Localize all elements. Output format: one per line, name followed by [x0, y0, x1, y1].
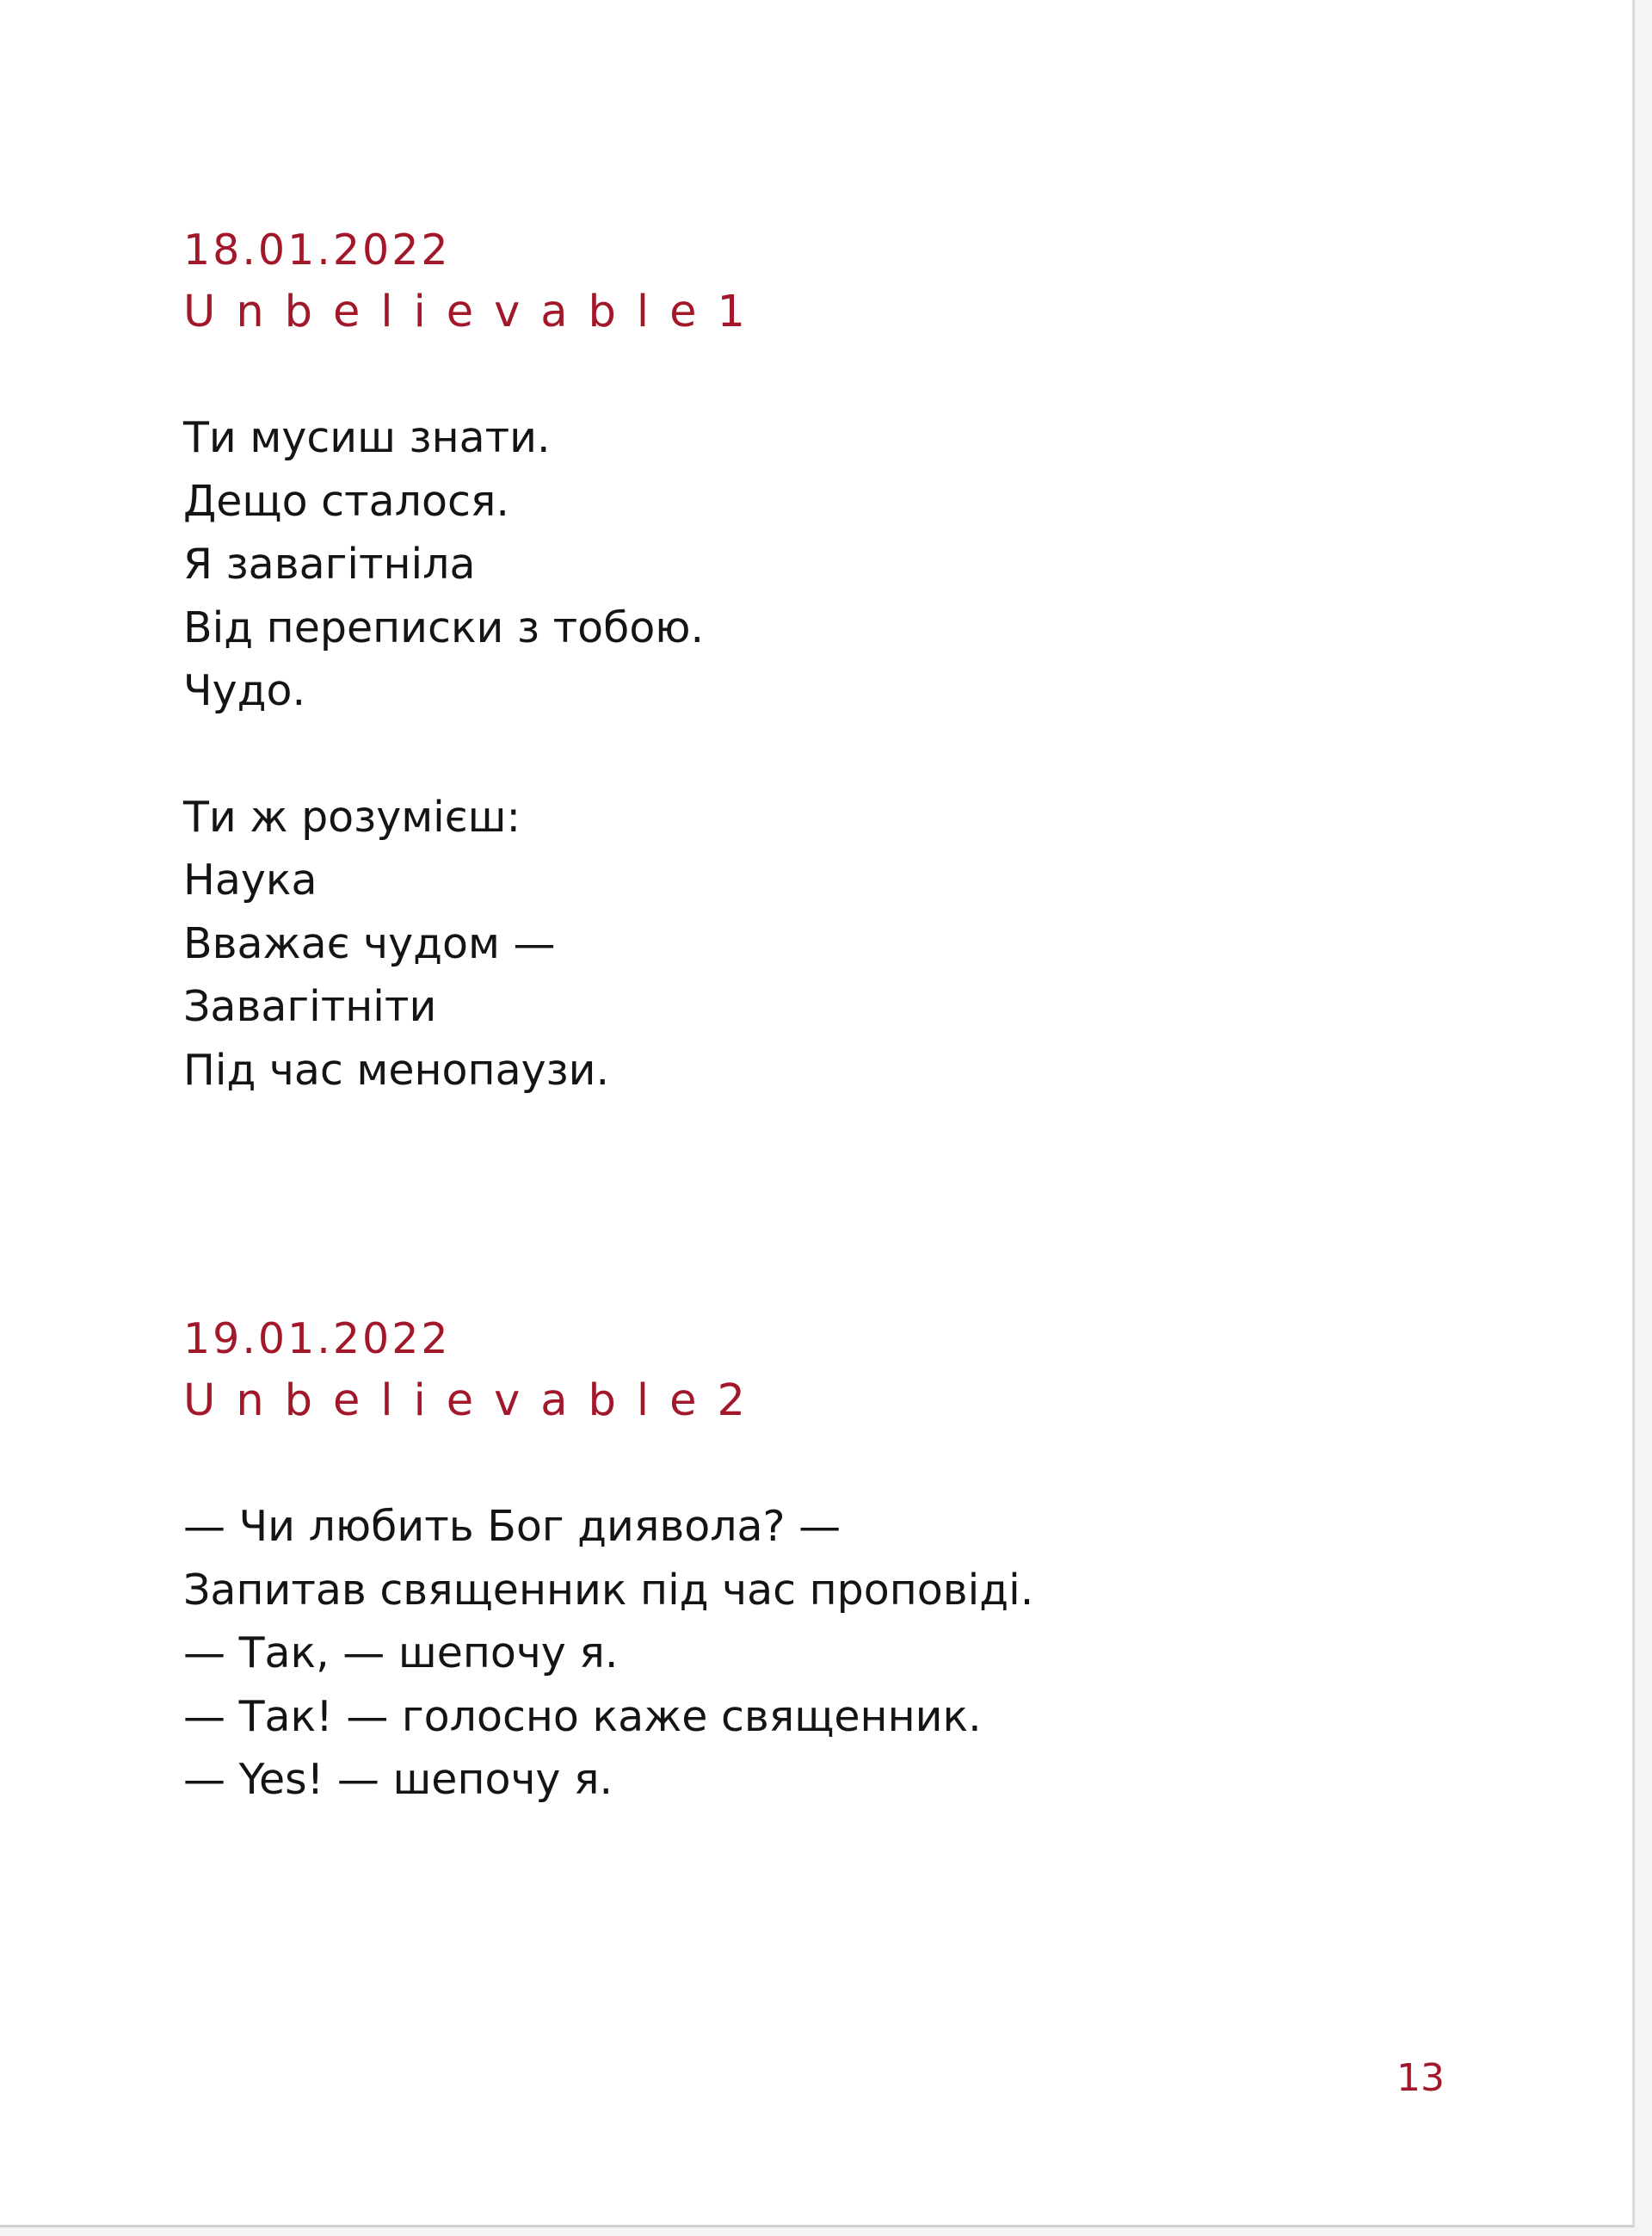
poem-line: Запитав священник під час проповіді. [183, 1565, 1034, 1615]
poem-line: — Так, — шепочу я. [183, 1628, 619, 1677]
poem-line: Я завагітніла [183, 540, 476, 589]
entry-date: 18.01.2022 [183, 225, 451, 275]
poem-line: — Так! — голосно каже священник. [183, 1691, 982, 1741]
entry-title: Unbelievable2 [183, 1375, 766, 1426]
stanza [183, 1495, 1033, 1812]
stanza [183, 786, 766, 1103]
poem-line: Ти мусиш знати. [183, 413, 551, 462]
poem-line: Завагітніти [183, 982, 437, 1031]
poem-line: Чудо. [183, 666, 306, 715]
entry-title: Unbelievable1 [183, 287, 766, 337]
poem-line: Ти ж розумієш: [183, 792, 521, 842]
stanza [183, 406, 766, 723]
poem-line: Від переписки з тобою. [183, 602, 705, 652]
poem-line: Під час менопаузи. [183, 1045, 610, 1095]
entry-date: 19.01.2022 [183, 1314, 451, 1363]
poem-line: Наука [183, 855, 317, 905]
poem-line: — Чи любить Бог диявола? — [183, 1502, 841, 1551]
poem-entry [183, 1308, 1033, 1812]
poem-line: Дещо сталося. [183, 476, 509, 526]
poem-line: — Yes! — шепочу я. [183, 1755, 613, 1804]
page-number: 13 [1396, 2056, 1445, 2100]
poem-line: Вважає чудом — [183, 918, 556, 968]
poem-entry [183, 219, 766, 1102]
